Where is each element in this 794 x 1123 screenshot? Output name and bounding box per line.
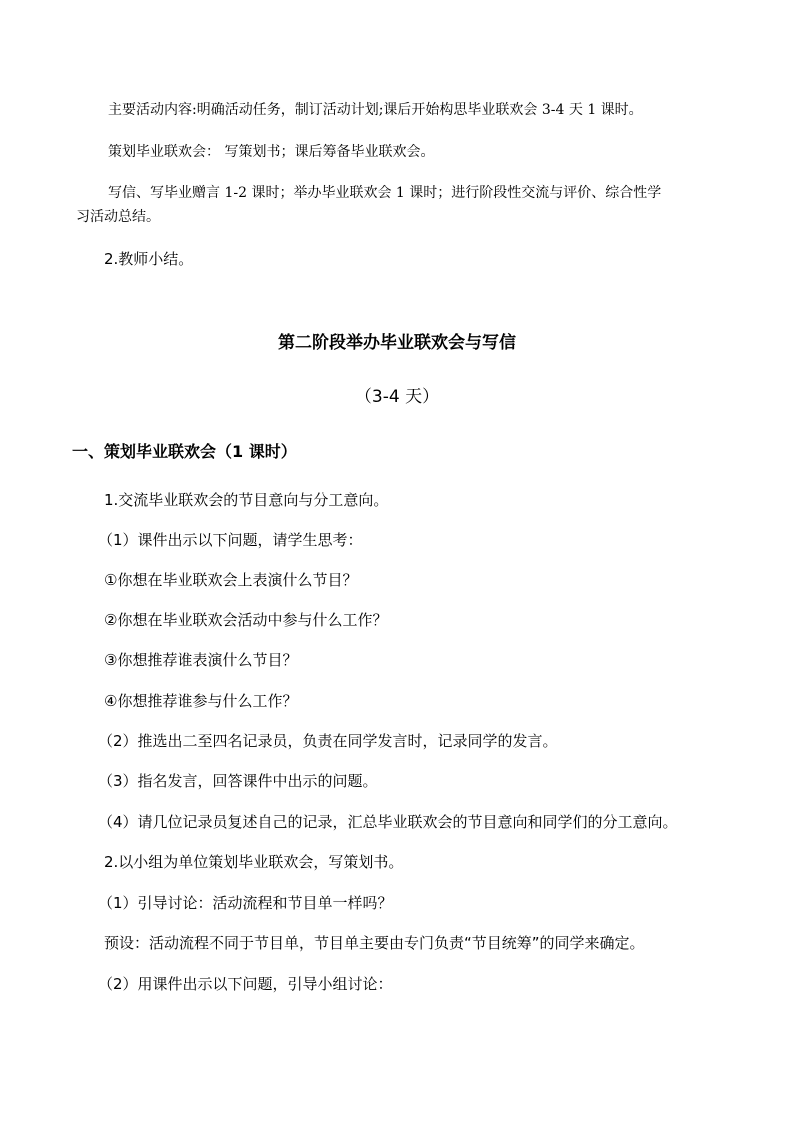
question-perform-program: ①你想在毕业联欢会上表演什么节目？ <box>104 571 358 589</box>
intro-line-plan-party: 策划毕业联欢会： 写策划书；课后筹备毕业联欢会。 <box>108 144 435 160</box>
intro-line-write-letters: 写信、写毕业赠言 1-2 课时；举办毕业联欢会 1 课时；进行阶段性交流与评价、综合性学 <box>108 185 662 201</box>
question-recommend-worker: ④你想推荐谁参与什么工作？ <box>104 692 298 710</box>
intro-line-write-letters-cont: 习活动总结。 <box>76 209 160 225</box>
sub-item-answer-questions: （3）指名发言，回答课件中出示的问题。 <box>98 772 378 790</box>
sub-item-select-recorders: （2）推选出二至四名记录员，负责在同学发言时，记录同学的发言。 <box>98 732 558 750</box>
stage-duration: （3-4 天） <box>354 387 440 407</box>
sub-item-courseware-group-questions: （2）用课件出示以下问题，引导小组讨论： <box>98 975 393 993</box>
question-participate-work: ②你想在毕业联欢会活动中参与什么工作？ <box>104 611 388 629</box>
question-recommend-performer: ③你想推荐谁表演什么节目？ <box>104 651 298 669</box>
item-exchange-intentions: 1.交流毕业联欢会的节目意向与分工意向。 <box>104 491 389 509</box>
preset-answer: 预设：活动流程不同于节目单，节目单主要由专门负责“节目统筹”的同学来确定。 <box>104 934 645 952</box>
stage-title: 第二阶段举办毕业联欢会与写信 <box>278 333 516 353</box>
sub-item-courseware-questions: （1）课件出示以下问题，请学生思考： <box>98 531 363 549</box>
sub-item-recorders-summary: （4）请几位记录员复述自己的记录，汇总毕业联欢会的节目意向和同学们的分工意向。 <box>98 813 678 831</box>
intro-line-teacher-summary: 2.教师小结。 <box>104 250 194 268</box>
sub-item-guide-discussion: （1）引导讨论：活动流程和节目单一样吗？ <box>98 894 393 912</box>
intro-line-main-activities: 主要活动内容:明确活动任务，制订活动计划;课后开始构思毕业联欢会 3-4 天 1 课时。 <box>108 102 643 118</box>
section-heading-plan-party: 一、策划毕业联欢会（1 课时） <box>72 442 297 461</box>
item-group-planning: 2.以小组为单位策划毕业联欢会，写策划书。 <box>104 853 404 871</box>
